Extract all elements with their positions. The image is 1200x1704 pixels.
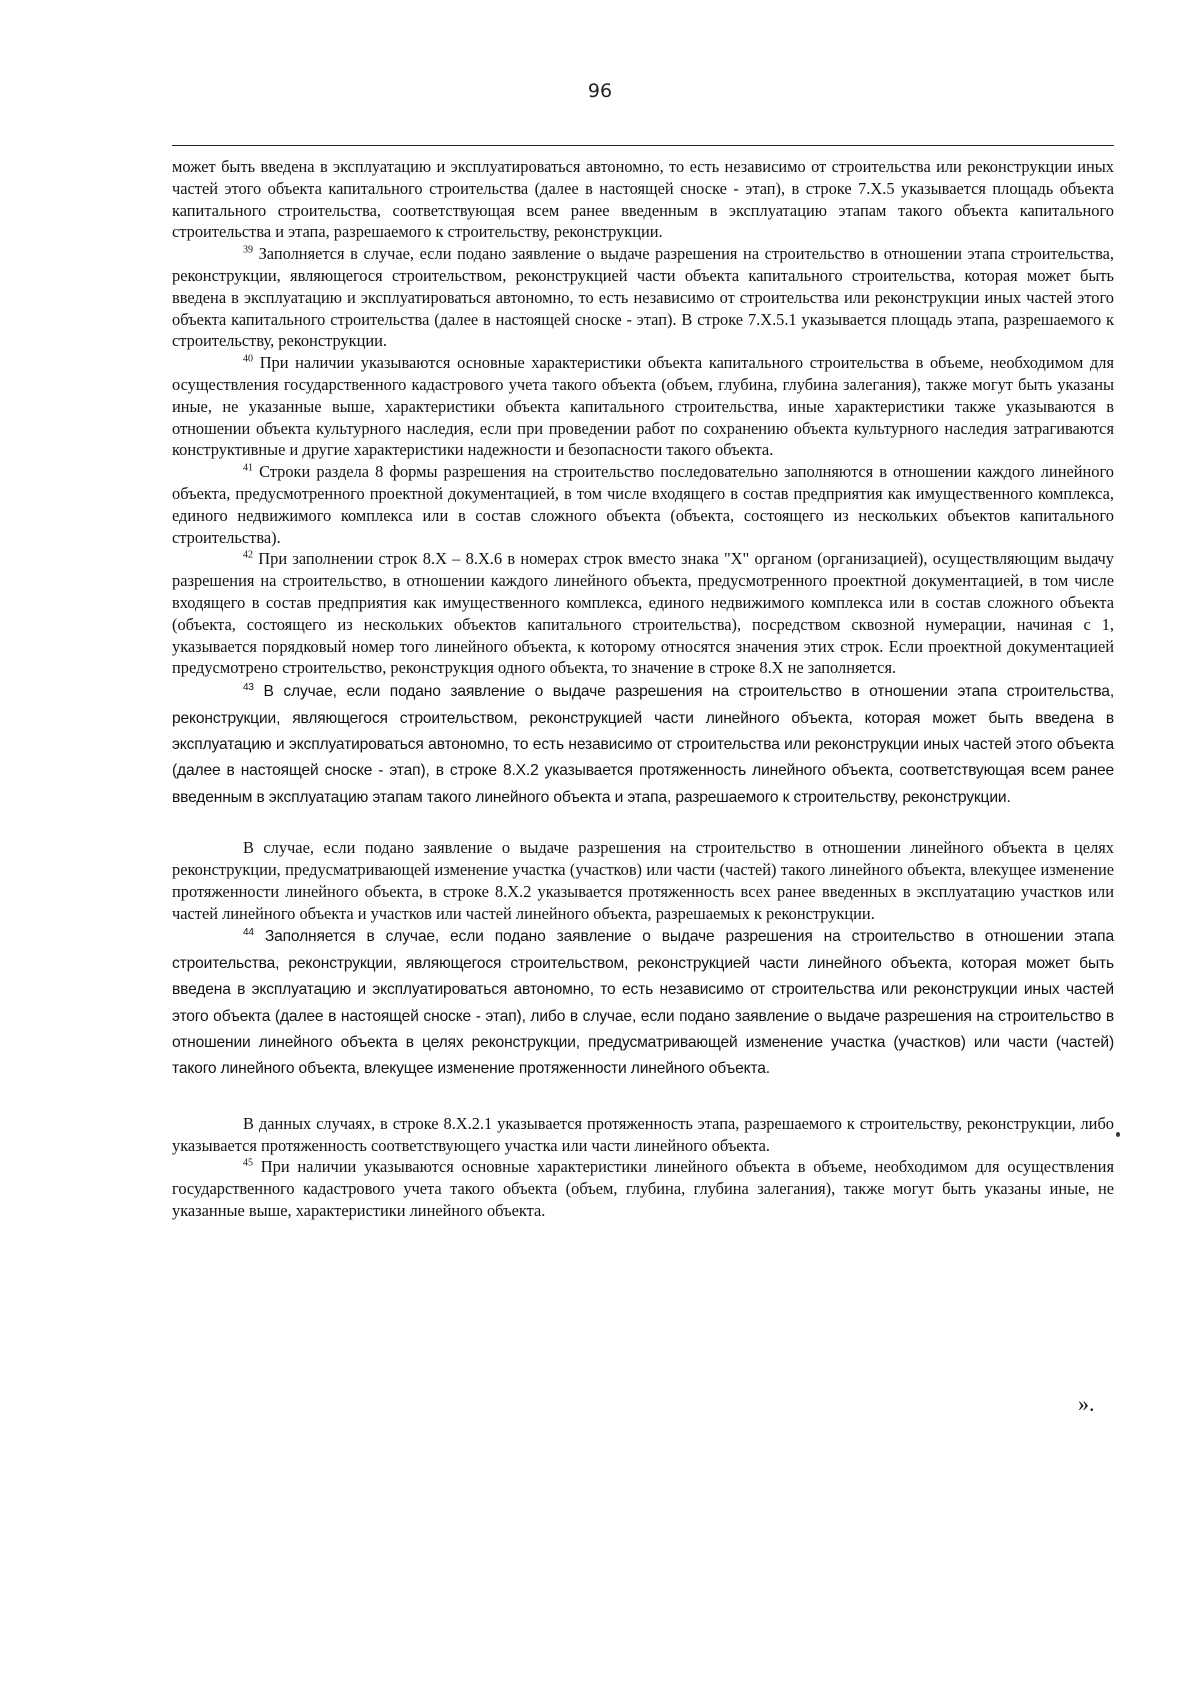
page-number: 96 <box>587 80 613 102</box>
footnote-number: 40 <box>243 353 253 365</box>
footnote-44: $^{44}$ Заполняется в случае, если подано заявление о выдаче разрешения на строительство в отношении этапа строительства, реконструкции, являющегося строительством, реконструкцией части линейного объекта, которая может быть введена в эксплуатацию и эксплуатироваться автономно, то есть независимо от строительства или реконструкции иных частей этого объекта (далее в настоящей сноске - этап), либо в случае, если подано заявление о выдаче разрешения на строительство в отношении линейного объекта в целях реконструкции, предусматривающей изменение участка (участков) или части (частей) такого линейного объекта, влекущее изменение протяженности линейного объекта. <box>172 927 1114 1078</box>
page-body <box>172 156 1114 1222</box>
footnote-number: 45 <box>243 1157 253 1169</box>
footnote-43: $^{43}$ В случае, если подано заявление о выдаче разрешения на строительство в отношении этапа строительства, реконструкции, являющегося строительством, реконструкцией части линейного объекта, которая может быть введена в эксплуатацию и эксплуатироваться автономно, то есть независимо от строительства или реконструкции иных частей этого объекта (далее в настоящей сноске - этап), в строке 8.X.2 указывается протяженность линейного объекта, соответствующая всем ранее введенным в эксплуатацию этапам такого линейного объекта и этапа, разрешаемого к строительству, реконструкции. <box>172 681 1115 806</box>
scan-speck <box>1116 1132 1120 1137</box>
footnote-number: 44 <box>243 927 254 939</box>
footnote-41: $^{41}$ Строки раздела 8 формы разрешения на строительство последовательно заполняются в отношении каждого линейного объекта, предусмотренного проектной документацией, в том числе входящего в состав предприятия как имущественного комплекса, единого недвижимого комплекса или в состав сложного объекта (объекта, состоящего из нескольких объектов капитального строительства). <box>172 462 1114 547</box>
paragraph-reconstruction: В случае, если подано заявление о выдаче разрешения на строительство в отношении линейного объекта в целях реконструкции, предусматривающей изменение участка (участков) или части (частей) такого линейного объекта, влекущее изменение протяженности линейного объекта, в строке 8.X.2 указывается протяженность всех ранее введенных в эксплуатацию участков или частей линейного объекта и участков или частей линейного объекта, разрешаемых к реконструкции. <box>172 838 1114 923</box>
header-rule <box>172 145 1114 146</box>
footnote-number: 39 <box>243 244 253 256</box>
footnote-number: 41 <box>243 462 253 474</box>
footnote-40: $^{40}$ При наличии указываются основные характеристики объекта капитального строительства в объеме, необходимом для осуществления государственного кадастрового учета такого объекта (объем, глубина, глубина залегания), также могут быть указаны иные, не указанные выше, характеристики объекта капитального строительства, иные характеристики также указываются в отношении объекта культурного наследия, если при проведении работ по сохранению объекта культурного наследия затрагиваются конструктивные и другие характеристики надежности и безопасности такого объекта. <box>172 353 1114 460</box>
footnote-number: 42 <box>243 549 253 561</box>
footnote-45: $^{45}$ При наличии указываются основные характеристики линейного объекта в объеме, необходимом для осуществления государственного кадастрового учета такого объекта (объем, глубина, глубина залегания), также могут быть указаны иные, не указанные выше, характеристики линейного объекта. <box>172 1157 1114 1220</box>
closing-quote-mark: ». <box>1078 1391 1095 1416</box>
paragraph-continuation: может быть введена в эксплуатацию и эксплуатироваться автономно, то есть независимо от строительства или реконструкции иных частей этого объекта капитального строительства (далее в настоящей сноске - этап), в строке 7.X.5 указывается площадь объекта капитального строительства, соответствующая всем ранее введенным в эксплуатацию этапам такого объекта капитального строительства и этапа, разрешаемого к строительству, реконструкции. <box>172 157 1114 242</box>
paragraph-these-cases: В данных случаях, в строке 8.X.2.1 указывается протяженность этапа, разрешаемого к строительству, реконструкции, либо указывается протяженность соответствующего участка или части линейного объекта. <box>172 1113 1114 1155</box>
footnote-42: $^{42}$ При заполнении строк 8.X – 8.X.6 в номерах строк вместо знака "X" органом (организацией), осуществляющим выдачу разрешения на строительство, в отношении каждого линейного объекта, предусмотренного проектной документацией, в том числе входящего в состав предприятия как имущественного комплекса, единого недвижимого комплекса или в состав сложного объекта (объекта, состоящего из нескольких объектов капитального строительства), посредством сквозной нумерации, начиная с 1, указывается порядковый номер того линейного объекта, к которому относятся значения этих строк. Если проектной документацией предусмотрено строительство, реконструкция одного объекта, то значение в строке 8.X не заполняется. <box>172 549 1114 678</box>
footnote-number: 43 <box>243 681 254 693</box>
footnote-39: $^{39}$ Заполняется в случае, если подано заявление о выдаче разрешения на строительство в отношении этапа строительства, реконструкции, являющегося строительством, реконструкцией части объекта капитального строительства, которая может быть введена в эксплуатацию и эксплуатироваться автономно, то есть независимо от строительства или реконструкции иных частей этого объекта капитального строительства (далее в настоящей сноске - этап). В строке 7.X.5.1 указывается площадь этапа, разрешаемого к строительству, реконструкции. <box>172 244 1114 351</box>
